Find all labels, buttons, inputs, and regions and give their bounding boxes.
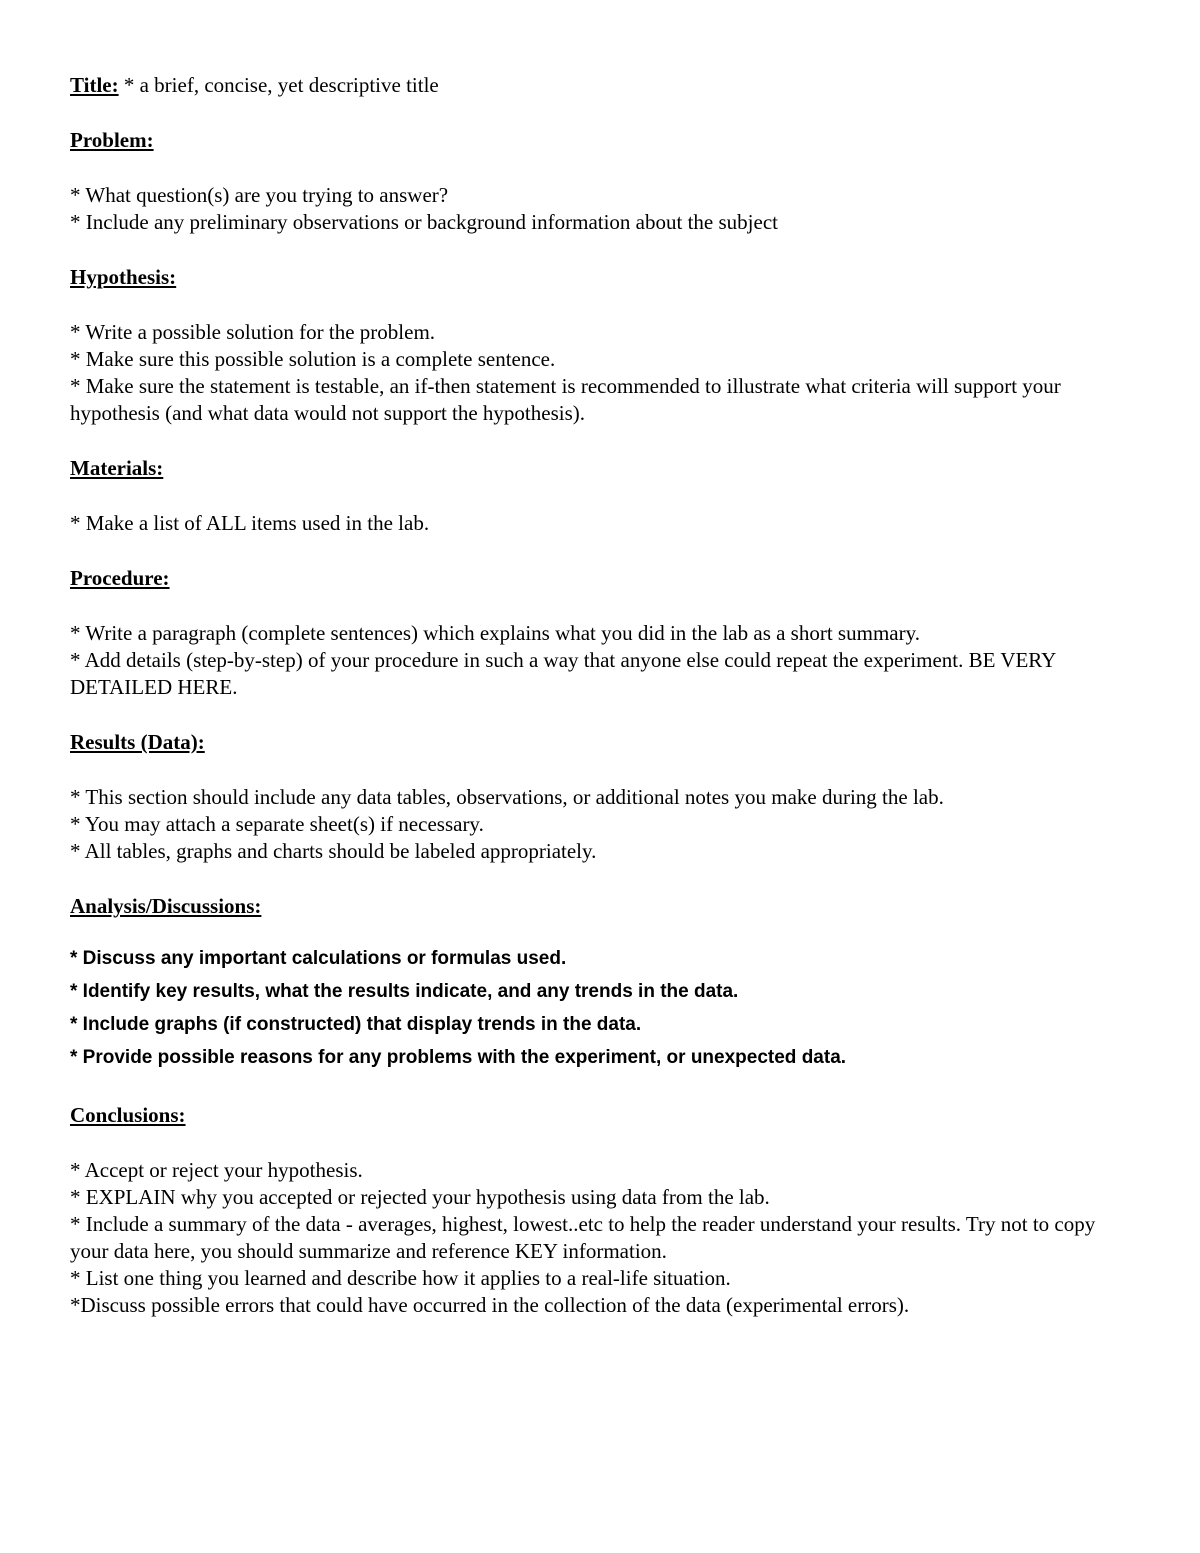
procedure-item: * Write a paragraph (complete sentences) which explains what you did in the lab as a short summary.: [70, 621, 920, 645]
problem-item: * Include any preliminary observations or background information about the subject: [70, 210, 778, 234]
hypothesis-item: * Write a possible solution for the problem.: [70, 320, 436, 344]
conclusions-heading: Conclusions:: [70, 1103, 186, 1127]
hypothesis-heading: Hypothesis:: [70, 265, 177, 289]
materials-item: * Make a list of ALL items used in the lab.: [70, 511, 430, 535]
analysis-list: [70, 942, 1130, 1074]
hypothesis-item: * Make sure this possible solution is a complete sentence.: [70, 347, 556, 371]
lab-report-document: [70, 72, 1130, 1319]
conclusions-item: * List one thing you learned and describe how it applies to a real-life situation.: [70, 1266, 731, 1290]
title-row: [70, 72, 1130, 99]
problem-heading: Problem:: [70, 128, 154, 152]
results-item: * This section should include any data tables, observations, or additional notes you make during the lab.: [70, 785, 944, 809]
title-description: * a brief, concise, yet descriptive title: [118, 73, 439, 97]
procedure-item: * Add details (step-by-step) of your procedure in such a way that anyone else could repeat the experiment. BE VERY DETAILED HERE.: [70, 648, 1056, 699]
results-heading: Results (Data):: [70, 730, 205, 754]
results-item: * You may attach a separate sheet(s) if necessary.: [70, 812, 484, 836]
hypothesis-item: * Make sure the statement is testable, an if-then statement is recommended to illustrate what criteria will support your hypothesis (and what data would not support the hypothesis).: [70, 374, 1061, 425]
procedure-heading: Procedure:: [70, 566, 170, 590]
analysis-item: * Identify key results, what the results indicate, and any trends in the data.: [70, 981, 739, 1002]
problem-item: * What question(s) are you trying to answer?: [70, 183, 449, 207]
analysis-item: * Include graphs (if constructed) that display trends in the data.: [70, 1014, 642, 1035]
conclusions-item: * Accept or reject your hypothesis.: [70, 1158, 363, 1182]
analysis-heading: Analysis/Discussions:: [70, 894, 262, 918]
analysis-item: * Discuss any important calculations or formulas used.: [70, 948, 567, 969]
materials-heading: Materials:: [70, 456, 164, 480]
title-label: Title:: [70, 73, 119, 97]
analysis-item: * Provide possible reasons for any problems with the experiment, or unexpected data.: [70, 1047, 847, 1068]
conclusions-item: * EXPLAIN why you accepted or rejected your hypothesis using data from the lab.: [70, 1185, 770, 1209]
results-item: * All tables, graphs and charts should be labeled appropriately.: [70, 839, 597, 863]
conclusions-item: *Discuss possible errors that could have occurred in the collection of the data (experimental errors).: [70, 1293, 910, 1317]
conclusions-item: * Include a summary of the data - averages, highest, lowest..etc to help the reader understand your results. Try not to copy your data here, you should summarize and reference KEY information.: [70, 1212, 1096, 1263]
